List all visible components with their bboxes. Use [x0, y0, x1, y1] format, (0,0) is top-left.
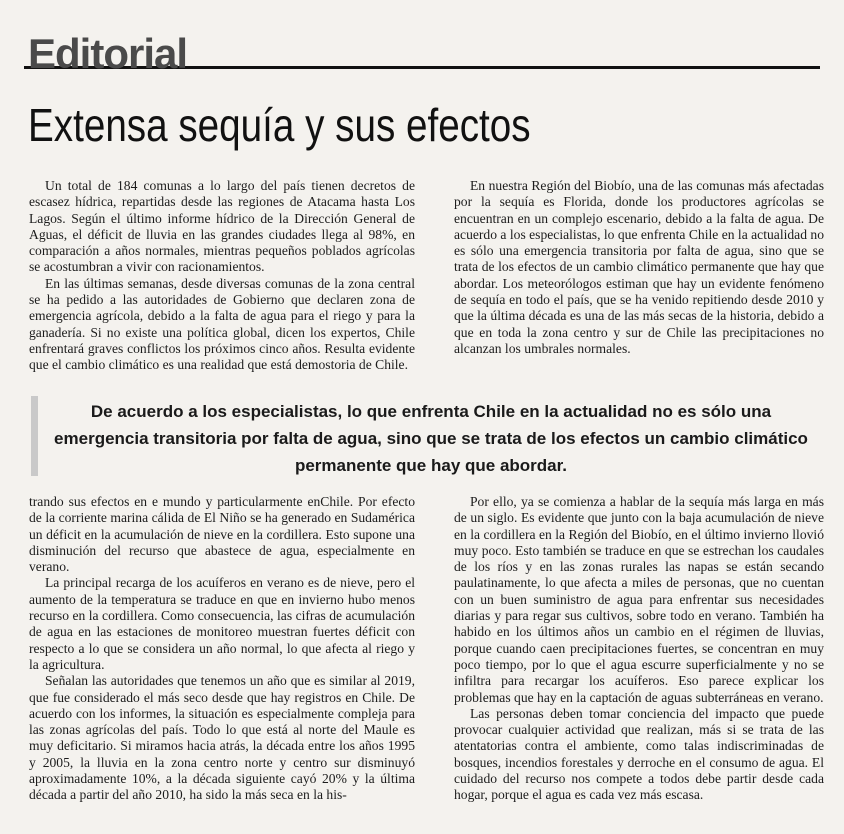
column-bottom-right	[454, 494, 824, 804]
column-top-left	[29, 178, 415, 374]
paragraph: Por ello, ya se comienza a hablar de la sequía más larga en más de un siglo. Es evidente que junto con la baja acumulación de nieve en la cordillera en la Región del Biobío, en el último invierno llovió muy poco. Esto también se traduce en que se estrechan los caudales de los ríos y en las zonas rurales las napas se están secando paulatinamente, lo que afecta a miles de personas, que no cuentan con un buen suministro de agua para enfrentar sus necesidades diarias y para regar sus cultivos, sobre todo en verano. También ha habido en los últimos años un cambio en el régimen de lluvias, porque cuando caen precipitaciones fuertes, se concentran en muy poco tiempo, por lo que el agua escurre superficialmente y no se infiltra para recargar los acuíferos. Eso parece explicar los problemas que hay en la captación de aguas subterráneas en verano.	[454, 494, 824, 705]
article-headline: Extensa sequía y sus efectos	[28, 99, 531, 151]
paragraph: En las últimas semanas, desde diversas comunas de la zona central se ha pedido a las autoridades de Gobierno que declaren zona de emergencia agrícola, debido a la falta de agua para el riego y para la ganadería. Si no existe una política global, dicen los expertos, Chile enfrentará graves conflictos los próximos cinco años. Resulta evidente que el cambio climático es una realidad que está demostoria de Chile.	[29, 275, 415, 373]
paragraph: En nuestra Región del Biobío, una de las comunas más afectadas por la sequía es Florida, donde los productores agrícolas se encuentran en un complejo escenario, debido a la falta de agua. De acuerdo a los especialistas, lo que enfrenta Chile en la actualidad no es sólo una emergencia transitoria por falta de agua, sino que se trata de los efectos de un cambio climático permanente que hay que abordar. Los meteorólogos estiman que hay un evidente fenómeno de sequía en todo el país, que se ha venido repitiendo desde 2010 y que la última década es una de las más secas de la historia, debido a que en toda la zona centro y sur de Chile las precipitaciones no alcanzan los umbrales normales.	[454, 178, 824, 356]
column-bottom-left	[29, 494, 415, 804]
paragraph: Un total de 184 comunas a lo largo del país tienen decretos de escasez hídrica, repartidas desde las regiones de Atacama hasta Los Lagos. Según el último informe hídrico de la Dirección General de Aguas, el déficit de lluvia en las grandes ciudades llega al 98%, en comparación a años normales, mientras pequeños poblados agrícolas se acostumbran a vivir con racionamientos.	[29, 178, 415, 275]
paragraph: Señalan las autoridades que tenemos un año que es similar al 2019, que fue considerado el más seco desde que hay registros en Chile. De acuerdo con los informes, la situación es especialmente compleja para las zonas agrícolas del país. Todo lo que está al norte del Maule es muy deficitario. Si miramos hacia atrás, la década entre los años 1995 y 2005, la lluvia en la zona centro norte y centro sur disminuyó aproximadamente 10%, a la década siguiente cayó 20% y la última década a partir del año 2010, ha sido la más seca en la his-	[29, 673, 415, 803]
section-header	[24, 14, 820, 77]
column-top-right	[454, 178, 824, 357]
paragraph: La principal recarga de los acuíferos en verano es de nieve, pero el aumento de la temperatura se traduce en que en invierno hubo menos recurso en la cordillera. Como consecuencia, las cifras de acumulación de agua en las estaciones de monitoreo muestran fuertes déficit con respecto a lo que se considera un año normal, lo que afecta al riego y la agricultura.	[29, 575, 415, 672]
section-label: Editorial	[28, 30, 188, 77]
paragraph: Las personas deben tomar conciencia del impacto que puede provocar cualquier actividad que realizan, más si se trata de las atentatorias contra el ambiente, como talas indiscriminadas de bosques, incendios forestales y derroche en el consumo de agua. El cuidado del recurso nos compete a todos debe partir desde cada hogar, porque el agua es cada vez más escasa.	[454, 705, 824, 803]
pullquote-bar	[31, 396, 38, 476]
paragraph: trando sus efectos en e mundo y particularmente enChile. Por efecto de la corriente marina cálida de El Niño se ha generado en Sudamérica un déficit en la acumulación de nieve en la cordillera. Esto supone una disminución del recurso que abastece de agua, especialmente en verano.	[29, 494, 415, 575]
pullquote: De acuerdo a los especialistas, lo que enfrenta Chile en la actualidad no es sólo una emergencia transitoria por falta de agua, sino que se trata de los efectos un cambio climático permanente que hay que abordar.	[54, 402, 808, 475]
